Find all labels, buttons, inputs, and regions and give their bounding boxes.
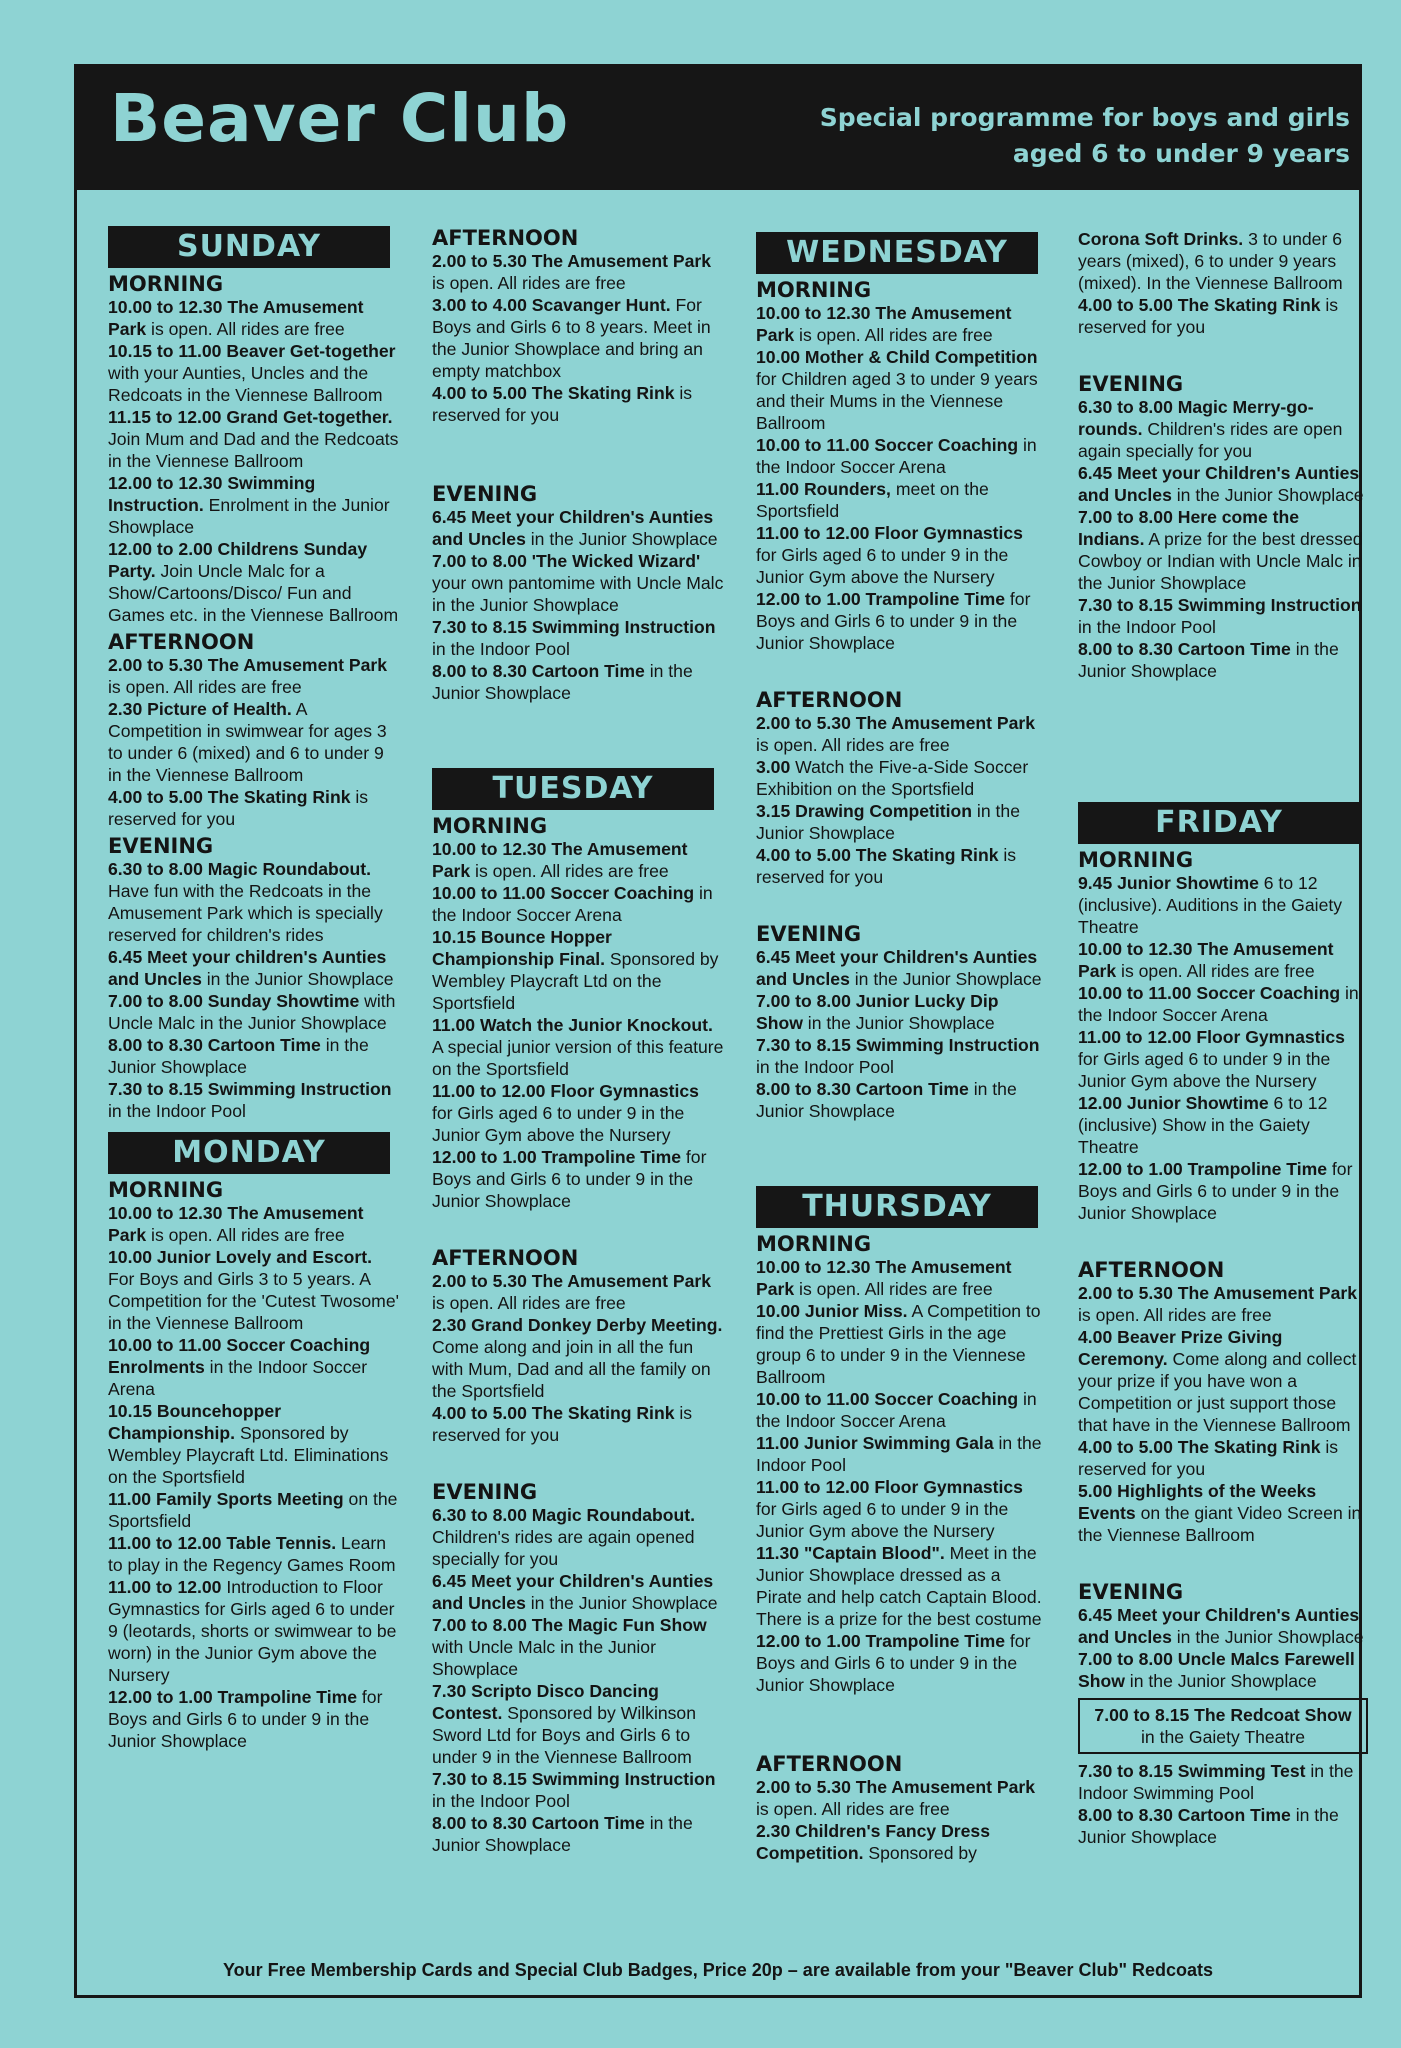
list-item: 12.00 to 1.00 Trampoline Time for Boys and Girls 6 to under 9 in the Junior Showplace xyxy=(756,589,1031,653)
list-item: 11.00 to 12.00 Introduction to Floor Gymnastics for Girls aged 6 to under 9 (leotards, shorts or swimwear to be worn) in the Junior Gym above the Nursery xyxy=(108,1577,397,1685)
list-item: 9.45 Junior Showtime 6 to 12 (inclusive). Auditions in the Gaiety Theatre xyxy=(1078,873,1343,937)
list-item: 2.30 Children's Fancy Dress Competition. Sponsored by xyxy=(756,1821,990,1863)
list-item: 6.30 to 8.00 Magic Roundabout. Children's rides are again opened specially for you xyxy=(432,1505,695,1569)
list-item: 7.30 to 8.15 Swimming Instruction in the Indoor Pool xyxy=(432,617,716,659)
section-heading: MORNING xyxy=(108,272,224,296)
column-2 xyxy=(432,226,724,1856)
list-item: 2.00 to 5.30 The Amusement Park is open. All rides are free xyxy=(756,713,1036,755)
list-item: 11.00 to 12.00 Table Tennis. Learn to play in the Regency Games Room xyxy=(108,1533,396,1575)
list-item: 7.30 to 8.15 Swimming Instruction in the Indoor Pool xyxy=(108,1079,392,1121)
list-item: 10.00 to 11.00 Soccer Coaching in the Indoor Soccer Arena xyxy=(756,1389,1037,1431)
list-item: 7.30 to 8.15 Swimming Test in the Indoor Swimming Pool xyxy=(1078,1761,1354,1803)
section-heading: MORNING xyxy=(756,1232,872,1256)
section-heading: EVENING xyxy=(432,482,538,506)
column-4 xyxy=(1078,228,1368,1848)
list-item: 11.00 Junior Swimming Gala in the Indoor Pool xyxy=(756,1433,1042,1475)
list-item: 4.00 to 5.00 The Skating Rink is reserved for you xyxy=(432,383,693,425)
list-item: 12.00 to 2.00 Childrens Sunday Party. Join Uncle Malc for a Show/Cartoons/Disco/ Fun and Games etc. in the Viennese Ballroom xyxy=(108,539,399,625)
list-item: 12.00 to 1.00 Trampoline Time for Boys and Girls 6 to under 9 in the Junior Showplace xyxy=(108,1687,383,1751)
list-item: 10.00 Junior Miss. A Competition to find the Prettiest Girls in the age group 6 to under 9 in the Viennese Ballroom xyxy=(756,1301,1041,1387)
list-item: 7.30 to 8.15 Swimming Instruction in the Indoor Pool xyxy=(756,1035,1040,1077)
list-item: 12.00 to 12.30 Swimming Instruction. Enrolment in the Junior Showplace xyxy=(108,473,390,537)
list-item: 7.00 to 8.00 The Magic Fun Show with Uncle Malc in the Junior Showplace xyxy=(432,1615,707,1679)
list-item: 2.00 to 5.30 The Amusement Park is open. All rides are free xyxy=(432,1271,712,1313)
list-item: 6.45 Meet your Children's Aunties and Uncles in the Junior Showplace xyxy=(432,507,718,549)
list-item: 11.00 to 12.00 Floor Gymnastics for Girls aged 6 to under 9 in the Junior Gym above the Nursery xyxy=(756,1477,1023,1541)
section-heading: EVENING xyxy=(1078,1580,1184,1604)
list-item: 11.00 to 12.00 Floor Gymnastics for Girls aged 6 to under 9 in the Junior Gym above the Nursery xyxy=(432,1081,699,1145)
section-heading: EVENING xyxy=(432,1480,538,1504)
page-title: Beaver Club xyxy=(110,80,570,157)
list-item: 10.00 to 11.00 Soccer Coaching in the Indoor Soccer Arena xyxy=(756,435,1037,477)
list-item: 10.00 to 12.30 The Amusement Park is open. All rides are free xyxy=(1078,939,1334,981)
list-item: 6.45 Meet your children's Aunties and Uncles in the Junior Showplace xyxy=(108,947,394,989)
list-item: 6.30 to 8.00 Magic Roundabout. Have fun with the Redcoats in the Amusement Park which is specially reserved for children's rides xyxy=(108,859,383,945)
day-heading-wednesday: WEDNESDAY xyxy=(756,232,1038,274)
list-item: 10.00 Junior Lovely and Escort. For Boys and Girls 3 to 5 years. A Competition for the 'Cutest Twosome' in the Viennese Ballroom xyxy=(108,1247,399,1333)
footer-note: Your Free Membership Cards and Special Club Badges, Price 20p – are available from your "Beaver Club" Redcoats xyxy=(222,1960,1214,1980)
list-item: 6.30 to 8.00 Magic Merry-go-rounds. Children's rides are open again specially for you xyxy=(1078,397,1343,461)
list-item: 2.00 to 5.30 The Amusement Park is open. All rides are free xyxy=(1078,1283,1358,1325)
list-item: 4.00 to 5.00 The Skating Rink is reserved for you xyxy=(432,1403,693,1445)
section-heading: MORNING xyxy=(432,814,548,838)
list-item: 11.00 Watch the Junior Knockout. A special junior version of this feature on the Sportsfield xyxy=(432,1015,724,1079)
list-item: 4.00 Beaver Prize Giving Ceremony. Come along and collect your prize if you have won a Competition or just support those that have in the Viennese Ballroom xyxy=(1078,1327,1357,1435)
day-heading-tuesday: TUESDAY xyxy=(432,768,714,810)
list-item: 8.00 to 8.30 Cartoon Time in the Junior Showplace xyxy=(1078,639,1339,681)
list-item: 11.00 to 12.00 Floor Gymnastics for Girls aged 6 to under 9 in the Junior Gym above the Nursery xyxy=(1078,1027,1345,1091)
list-item: 11.15 to 12.00 Grand Get-together. Join Mum and Dad and the Redcoats in the Viennese Ballroom xyxy=(108,407,399,471)
list-item: 10.15 to 11.00 Beaver Get-together with your Aunties, Uncles and the Redcoats in the Viennese Ballroom xyxy=(108,341,396,405)
highlight-box: 7.00 to 8.15 The Redcoat Show in the Gaiety Theatre xyxy=(1078,1698,1368,1754)
list-item: 10.00 to 11.00 Soccer Coaching in the Indoor Soccer Arena xyxy=(1078,983,1359,1025)
list-item: 10.00 to 12.30 The Amusement Park is open. All rides are free xyxy=(108,297,364,339)
section-heading: MORNING xyxy=(756,278,872,302)
list-item: 8.00 to 8.30 Cartoon Time in the Junior Showplace xyxy=(1078,1805,1339,1847)
list-item: 2.30 Picture of Health. A Competition in swimwear for ages 3 to under 6 (mixed) and 6 to under 9 in the Viennese Ballroom xyxy=(108,699,387,785)
list-item: 7.00 to 8.00 Sunday Showtime with Uncle Malc in the Junior Showplace xyxy=(108,991,396,1033)
page-subtitle: Special programme for boys and girls aged 6 to under 9 years xyxy=(819,103,1350,168)
section-heading: MORNING xyxy=(1078,848,1194,872)
list-item: 10.00 to 11.00 Soccer Coaching Enrolments in the Indoor Soccer Arena xyxy=(108,1335,371,1399)
list-item: 10.15 Bounce Hopper Championship Final. Sponsored by Wembley Playcraft Ltd on the Sportsfield xyxy=(432,927,719,1013)
list-item: 12.00 to 1.00 Trampoline Time for Boys and Girls 6 to under 9 in the Junior Showplace xyxy=(1078,1159,1353,1223)
list-item: 8.00 to 8.30 Cartoon Time in the Junior Showplace xyxy=(432,1813,693,1855)
list-item: 7.00 to 8.00 Uncle Malcs Farewell Show in the Junior Showplace xyxy=(1078,1649,1355,1691)
list-item: 4.00 to 5.00 The Skating Rink is reserved for you xyxy=(1078,1437,1339,1479)
list-item: 10.00 to 12.30 The Amusement Park is open. All rides are free xyxy=(432,839,688,881)
list-item: 10.00 to 12.30 The Amusement Park is open. All rides are free xyxy=(108,1203,364,1245)
day-heading-thursday: THURSDAY xyxy=(756,1186,1038,1228)
list-item: 2.00 to 5.30 The Amusement Park is open. All rides are free xyxy=(432,251,712,293)
list-item: 8.00 to 8.30 Cartoon Time in the Junior Showplace xyxy=(108,1035,369,1077)
list-item: 10.00 to 12.30 The Amusement Park is open. All rides are free xyxy=(756,303,1012,345)
list-item: 7.30 to 8.15 Swimming Instruction in the Indoor Pool xyxy=(432,1769,716,1811)
section-heading: EVENING xyxy=(756,922,862,946)
section-heading: AFTERNOON xyxy=(756,688,903,712)
list-item: 8.00 to 8.30 Cartoon Time in the Junior Showplace xyxy=(432,661,693,703)
section-heading: EVENING xyxy=(1078,372,1184,396)
list-item: 7.00 to 8.00 'The Wicked Wizard' your own pantomime with Uncle Malc in the Junior Showplace xyxy=(432,551,724,615)
list-item: 11.30 "Captain Blood". Meet in the Junior Showplace dressed as a Pirate and help catch Captain Blood. There is a prize for the best costume xyxy=(756,1543,1042,1629)
list-item: 11.00 Family Sports Meeting on the Sportsfield xyxy=(108,1489,398,1531)
section-heading: AFTERNOON xyxy=(108,630,255,654)
section-heading: AFTERNOON xyxy=(432,1246,579,1270)
list-item: 8.00 to 8.30 Cartoon Time in the Junior Showplace xyxy=(756,1079,1017,1121)
list-item: 3.15 Drawing Competition in the Junior Showplace xyxy=(756,801,1020,843)
list-item: 12.00 to 1.00 Trampoline Time for Boys and Girls 6 to under 9 in the Junior Showplace xyxy=(756,1631,1031,1695)
day-heading-monday: MONDAY xyxy=(108,1132,390,1174)
list-item: 4.00 to 5.00 The Skating Rink is reserved for you xyxy=(756,845,1017,887)
list-item: 6.45 Meet your Children's Aunties and Uncles in the Junior Showplace xyxy=(1078,463,1364,505)
list-item: 12.00 Junior Showtime 6 to 12 (inclusive) Show in the Gaiety Theatre xyxy=(1078,1093,1328,1157)
list-item: 5.00 Highlights of the Weeks Events on the giant Video Screen in the Viennese Ballroom xyxy=(1078,1481,1362,1545)
list-item: 12.00 to 1.00 Trampoline Time for Boys and Girls 6 to under 9 in the Junior Showplace xyxy=(432,1147,707,1211)
list-item: 6.45 Meet your Children's Aunties and Uncles in the Junior Showplace xyxy=(756,947,1042,989)
list-item: 11.00 to 12.00 Floor Gymnastics for Girls aged 6 to under 9 in the Junior Gym above the Nursery xyxy=(756,523,1023,587)
list-item: 2.00 to 5.30 The Amusement Park is open. All rides are free xyxy=(756,1777,1036,1819)
list-item: 3.00 to 4.00 Scavanger Hunt. For Boys and Girls 6 to 8 years. Meet in the Junior Showplace and bring an empty matchbox xyxy=(432,295,711,381)
section-heading: MORNING xyxy=(108,1178,224,1202)
list-item: 2.30 Grand Donkey Derby Meeting. Come along and join in all the fun with Mum, Dad and all the family on the Sportsfield xyxy=(432,1315,723,1401)
section-heading: AFTERNOON xyxy=(756,1752,903,1776)
list-item: 10.15 Bouncehopper Championship. Sponsored by Wembley Playcraft Ltd. Eliminations on the Sportsfield xyxy=(108,1401,389,1487)
section-heading: AFTERNOON xyxy=(1078,1258,1225,1282)
list-item: 4.00 to 5.00 The Skating Rink is reserved for you xyxy=(1078,295,1339,337)
list-item: 7.00 to 8.00 Junior Lucky Dip Show in the Junior Showplace xyxy=(756,991,999,1033)
list-item: 2.00 to 5.30 The Amusement Park is open. All rides are free xyxy=(108,655,388,697)
list-item: 6.45 Meet your Children's Aunties and Uncles in the Junior Showplace xyxy=(432,1571,718,1613)
masthead xyxy=(76,66,1360,190)
list-item: 7.00 to 8.00 Here come the Indians. A prize for the best dressed Cowboy or Indian with Uncle Malc in the Junior Showplace xyxy=(1078,507,1363,593)
list-item: 11.00 Rounders, meet on the Sportsfield xyxy=(756,479,989,521)
day-heading-friday: FRIDAY xyxy=(1078,802,1360,844)
list-item: 7.30 Scripto Disco Dancing Contest. Sponsored by Wilkinson Sword Ltd for Boys and Girls 6 to under 9 in the Viennese Ballroom xyxy=(432,1681,697,1767)
list-item: 7.30 to 8.15 Swimming Instruction in the Indoor Pool xyxy=(1078,595,1362,637)
section-heading: AFTERNOON xyxy=(432,226,579,250)
list-item: 10.00 Mother & Child Competition for Children aged 3 to under 9 years and their Mums in the Viennese Ballroom xyxy=(756,347,1038,433)
list-item: 3.00 Watch the Five-a-Side Soccer Exhibition on the Sportsfield xyxy=(756,757,1029,799)
column-3 xyxy=(756,232,1048,1864)
column-1 xyxy=(108,226,400,1752)
list-item: Corona Soft Drinks. 3 to under 6 years (mixed), 6 to under 9 years (mixed). In the Viennese Ballroom xyxy=(1078,229,1343,293)
list-item: 10.00 to 11.00 Soccer Coaching in the Indoor Soccer Arena xyxy=(432,883,713,925)
list-item: 4.00 to 5.00 The Skating Rink is reserved for you xyxy=(108,787,369,829)
day-heading-sunday: SUNDAY xyxy=(108,226,390,268)
list-item: 6.45 Meet your Children's Aunties and Uncles in the Junior Showplace xyxy=(1078,1605,1364,1647)
list-item: 10.00 to 12.30 The Amusement Park is open. All rides are free xyxy=(756,1257,1012,1299)
section-heading: EVENING xyxy=(108,834,214,858)
